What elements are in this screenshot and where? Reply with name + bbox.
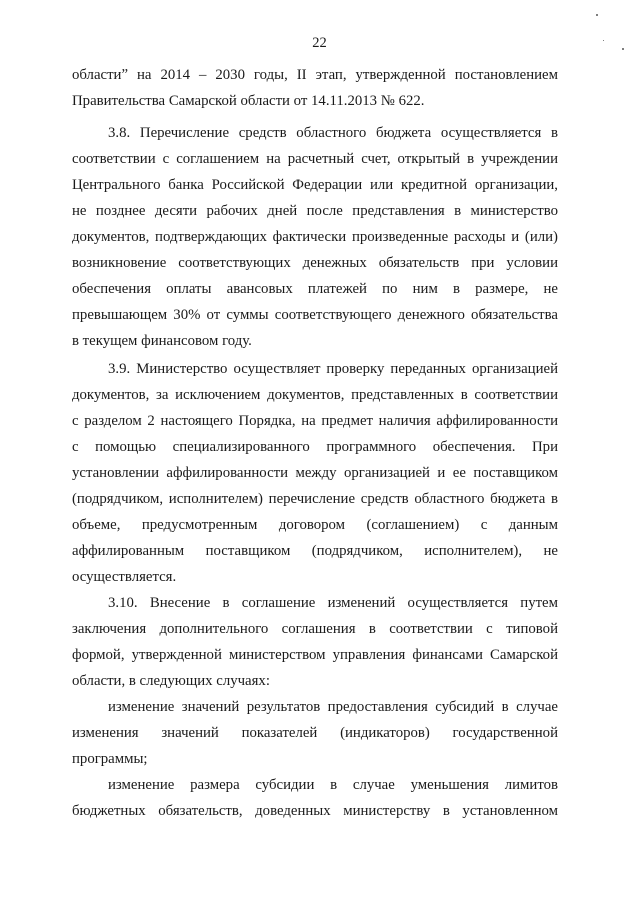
text-line: не позднее десяти рабочих дней после представления в министерство (72, 203, 558, 219)
text-line: изменение значений результатов предоставления субсидий в случае (108, 699, 558, 715)
text-line: 3.9. Министерство осуществляет проверку переданных организацией (108, 361, 558, 377)
text-line: изменения значений показателей (индикаторов) государственной (72, 725, 558, 741)
text-line: осуществляется. (72, 569, 177, 585)
text-line: (подрядчиком, исполнителем) перечисление средств областного бюджета в (72, 491, 558, 507)
text-line: Правительства Самарской области от 14.11.2013 № 622. (72, 93, 425, 109)
text-line: в текущем финансовом году. (72, 333, 252, 349)
text-line: Центрального банка Российской Федерации или кредитной организации, (72, 177, 558, 193)
text-line: формой, утвержденной министерством управления финансами Самарской (72, 647, 558, 663)
text-line: документов, подтверждающих фактически произведенные расходы и (или) (72, 229, 558, 245)
text-line: 3.10. Внесение в соглашение изменений осуществляется путем (108, 595, 558, 611)
text-line: заключения дополнительного соглашения в соответствии с типовой (72, 621, 558, 637)
text-line: документов, за исключением документов, представленных в соответствии (72, 387, 558, 403)
text-line: соответствии с соглашением на расчетный счет, открытый в учреждении (72, 151, 558, 167)
text-line: с помощью специализированного программного обеспечения. При (72, 439, 558, 455)
text-line: с разделом 2 настоящего Порядка, на предмет наличия аффилированности (72, 413, 558, 429)
text-line: программы; (72, 751, 148, 767)
text-line: возникновение соответствующих денежных обязательств при условии (72, 255, 558, 271)
text-line: превышающем 30% от суммы соответствующего денежного обязательства (72, 307, 558, 323)
text-line: установлении аффилированности между организацией и ее поставщиком (72, 465, 558, 481)
text-line: аффилированным поставщиком (подрядчиком, исполнителем), не (72, 543, 558, 559)
scan-speck (622, 48, 624, 50)
text-line: 3.8. Перечисление средств областного бюджета осуществляется в (108, 125, 558, 141)
text-line: объеме, предусмотренным договором (соглашением) с данным (72, 517, 558, 533)
text-line: бюджетных обязательств, доведенных министерству в установленном (72, 803, 558, 819)
text-line: областиˮ на 2014 – 2030 годы, II этап, утвержденной постановлением (72, 67, 558, 83)
scan-speck (596, 14, 598, 16)
text-line: области, в следующих случаях: (72, 673, 270, 689)
text-line: изменение размера субсидии в случае уменьшения лимитов (108, 777, 558, 793)
page-number: 22 (312, 35, 327, 51)
scan-speck (603, 40, 604, 41)
text-line: обеспечения оплаты авансовых платежей по ним в размере, не (72, 281, 558, 297)
